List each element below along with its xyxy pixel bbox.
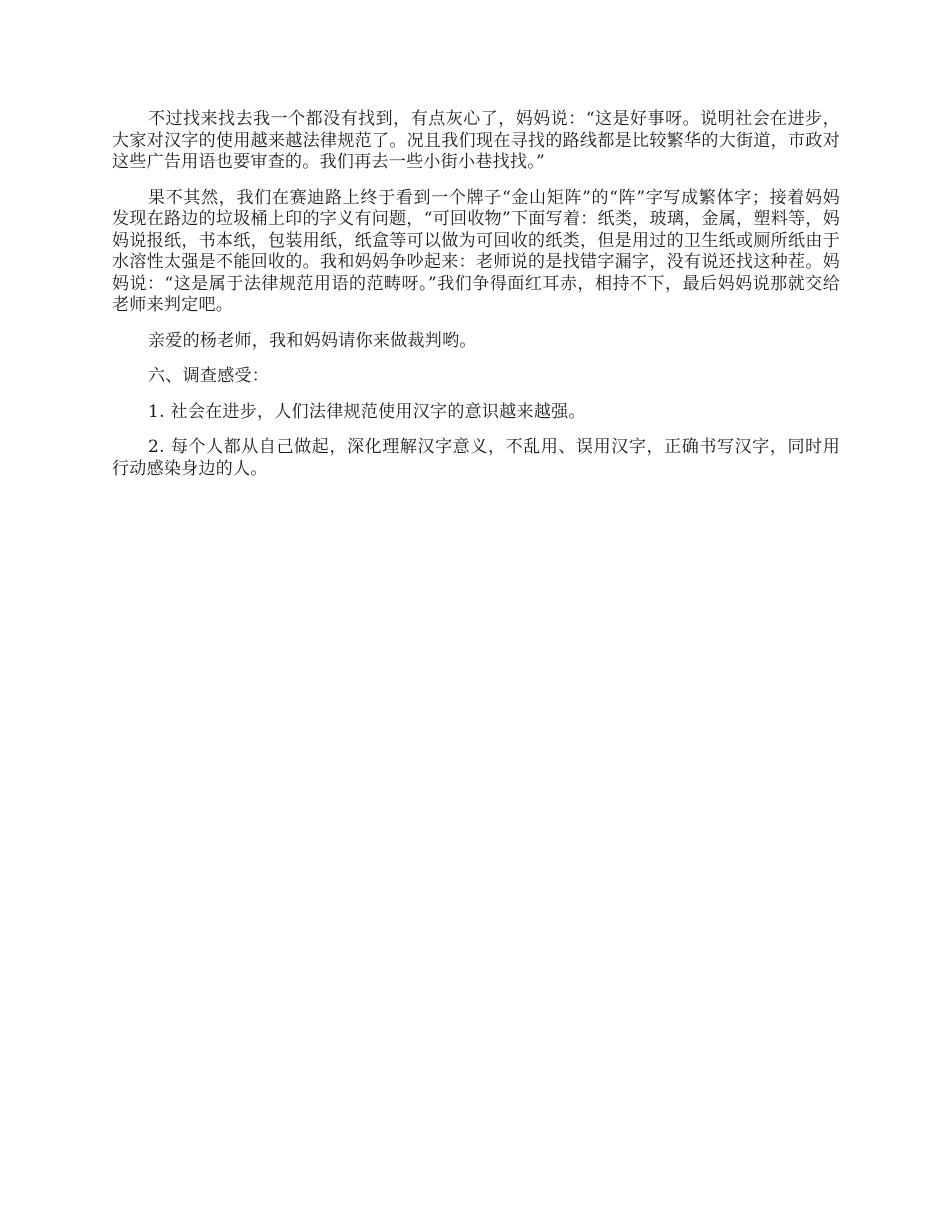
- section-heading-survey-feelings: 六、调查感受：: [148, 366, 270, 386]
- paragraph-saidi-road: 果不其然，我们在赛迪路上终于看到一个牌子“金山矩阵”的“阵”字写成繁体字；接着妈妈发现在路边的垃圾桶上印的字义有问题，“可回收物”下面写着：纸类，玻璃，金属，塑料等，妈妈说报纸，书本纸，包装用纸，纸盒等可以做为可回收的纸类，但是用过的卫生纸或厕所纸由于水溶性太强是不能回收的。我和妈妈争吵起来：老师说的是找错字漏字，没有说还找这种茬。妈妈说：“这是属于法律规范用语的范畴呀。”我们争得面红耳赤，相持不下，最后妈妈说那就交给老师来判定吧。: [112, 187, 840, 315]
- paragraph-teacher-appeal: 亲爱的杨老师，我和妈妈请你来做裁判哟。: [148, 330, 477, 351]
- list-item-1: 1. 社会在进步，人们法律规范使用汉字的意识越来越强。: [148, 401, 586, 422]
- document-body: [112, 109, 840, 480]
- paragraph-search-result: 不过找来找去我一个都没有找到，有点灰心了，妈妈说：“这是好事呀。说明社会在进步，大家对汉字的使用越来越法律规范了。况且我们现在寻找的路线都是比较繁华的大街道，市政对这些广告用语也要审查的。我们再去一些小街小巷找找。”: [112, 109, 840, 172]
- list-item-2: 2. 每个人都从自己做起，深化理解汉字意义，不乱用、误用汉字，正确书写汉字，同时用行动感染身边的人。: [112, 437, 840, 479]
